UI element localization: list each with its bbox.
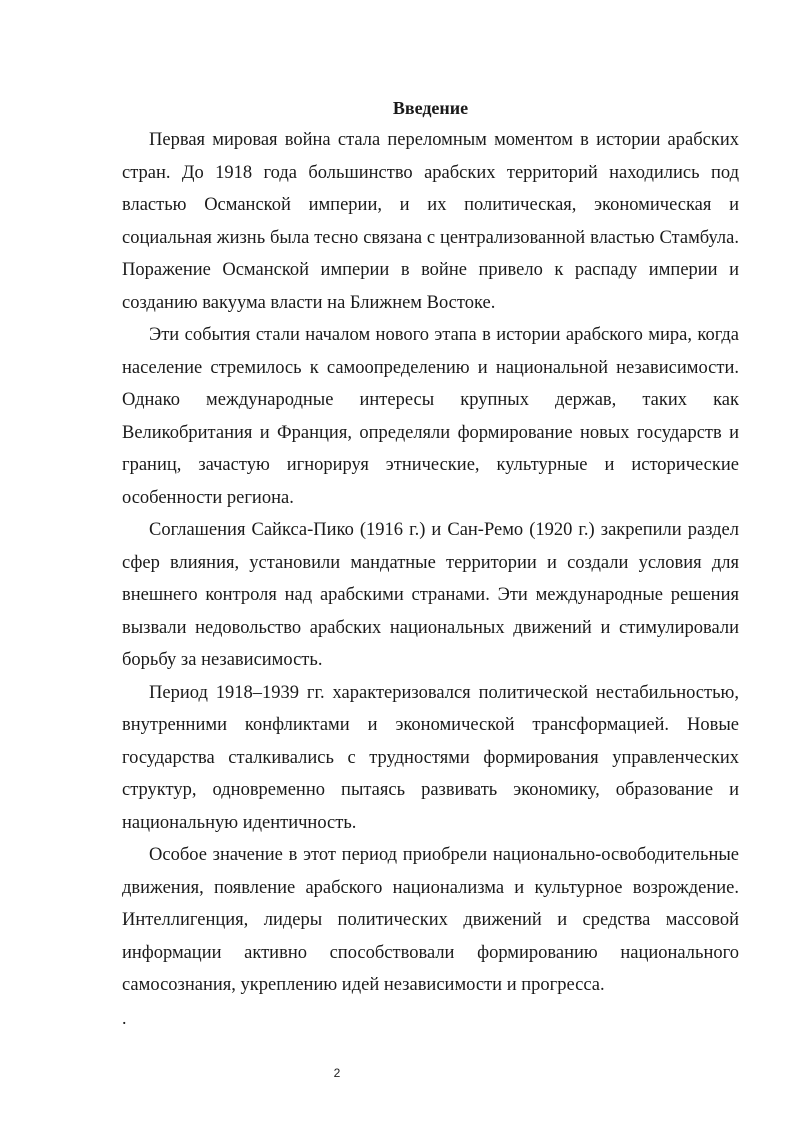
paragraph-1: Первая мировая война стала переломным моментом в истории арабских стран. До 1918 года большинство арабских территорий находились под властью Османской империи, и их политическая, экономическая и социальная жизнь была тесно связана с централизованной властью Стамбула. Поражение Османской империи в войне привело к распаду империи и созданию вакуума власти на Ближнем Востоке. [122, 130, 739, 313]
section-title: Введение [392, 98, 469, 118]
paragraph-3: Соглашения Сайкса-Пико (1916 г.) и Сан-Ремо (1920 г.) закрепили раздел сфер влияния, установили мандатные территории и создали условия для внешнего контроля над арабскими странами. Эти международные решения вызвали недовольство арабских национальных движений и стимулировали борьбу за независимость. [122, 520, 739, 670]
paragraph-4: Период 1918–1939 гг. характеризовался политической нестабильностью, внутренними конфликтами и экономической трансформацией. Новые государства сталкивались с трудностями формирования управленческих структур, одновременно пытаясь развивать экономику, образование и национальную идентичность. [122, 682, 739, 833]
trailing-mark: . [122, 1007, 127, 1028]
paragraph-5: Особое значение в этот период приобрели национально-освободительные движения, появление арабского национализма и культурное возрождение. Интеллигенция, лидеры политических движений и средства массовой информации активно способствовали формированию национального самосознания, укреплению идей независимости и прогресса. [122, 845, 739, 995]
page-number: 2 [333, 1066, 341, 1080]
paragraph-2: Эти события стали началом нового этапа в истории арабского мира, когда население стремилось к самоопределению и национальной независимости. Однако международные интересы крупных держав, таких как Великобритания и Франция, определяли формирование новых государств и границ, зачастую игнорируя этнические, культурные и исторические особенности региона. [122, 325, 739, 508]
document-page [122, 92, 739, 1034]
